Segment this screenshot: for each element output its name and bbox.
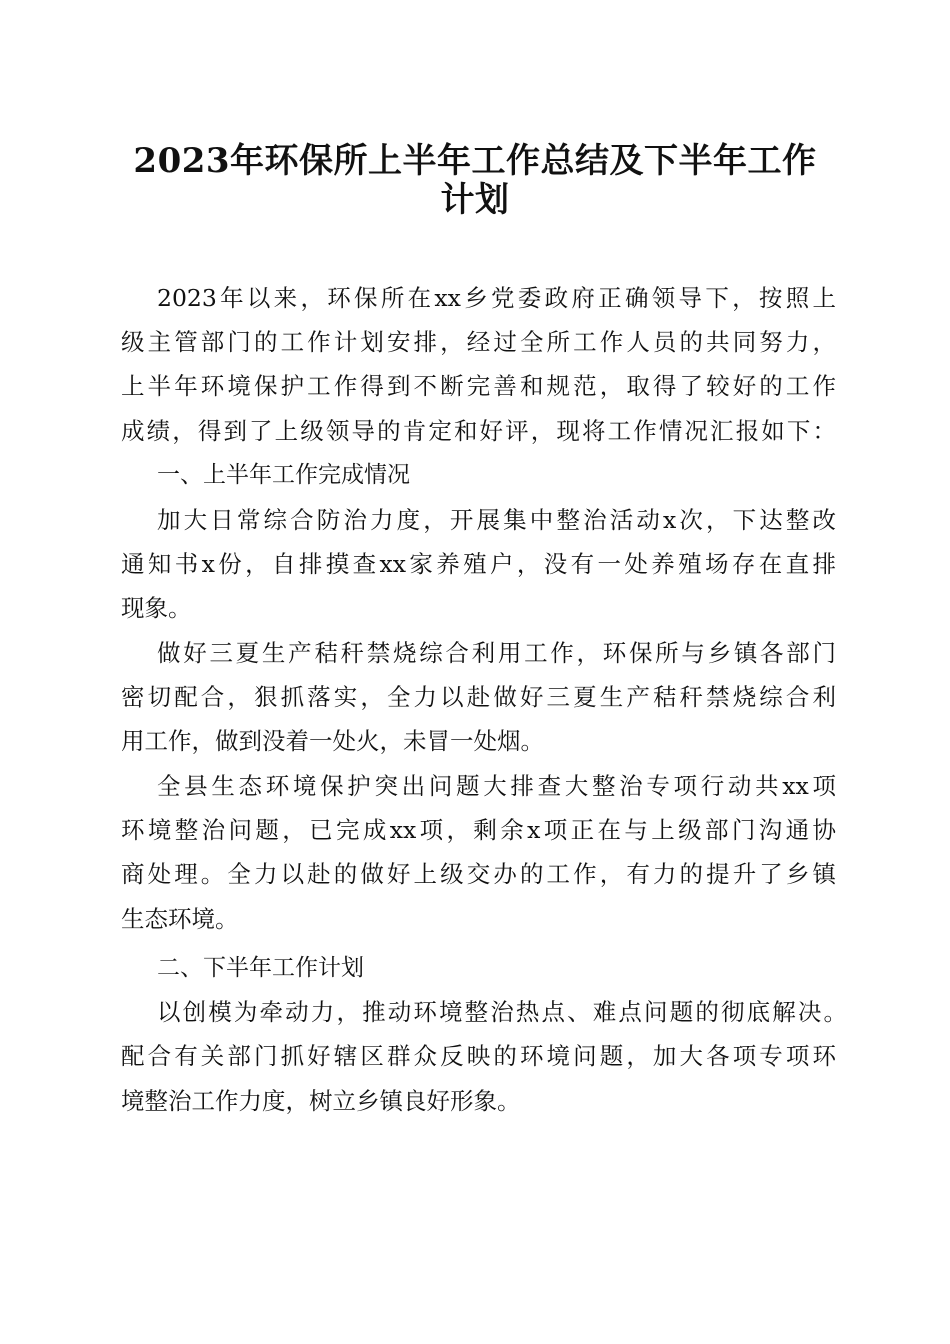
section-heading-2: 二、下半年工作计划 [157, 955, 364, 981]
intro-line: 上半年环境保护工作得到不断完善和规范，取得了较好的工作 [121, 372, 836, 400]
paragraph-line: 现象。 [121, 594, 192, 622]
paragraph-line: 生态环境。 [121, 905, 239, 933]
document-title-line-1: 2023年环保所上半年工作总结及下半年工作 [133, 141, 817, 181]
paragraph-line: 做好三夏生产秸秆禁烧综合利用工作，环保所与乡镇各部门 [157, 639, 836, 667]
paragraph-line: 用工作，做到没着一处火，未冒一处烟。 [121, 727, 544, 755]
paragraph-line: 加大日常综合防治力度，开展集中整治活动x次，下达整改 [157, 506, 836, 534]
paragraph-line: 环境整治问题，已完成xx项，剩余x项正在与上级部门沟通协 [121, 816, 836, 844]
intro-line: 级主管部门的工作计划安排，经过全所工作人员的共同努力， [121, 328, 836, 356]
paragraph-line: 商处理。全力以赴的做好上级交办的工作，有力的提升了乡镇 [121, 860, 836, 888]
paragraph-line: 配合有关部门抓好辖区群众反映的环境问题，加大各项专项环 [121, 1042, 836, 1070]
paragraph-line: 通知书x份，自排摸查xx家养殖户，没有一处养殖场存在直排 [121, 550, 836, 578]
paragraph-line: 密切配合，狠抓落实，全力以赴做好三夏生产秸秆禁烧综合利 [121, 683, 836, 711]
intro-line: 2023年以来，环保所在xx乡党委政府正确领导下，按照上 [157, 284, 836, 312]
document-title-line-2: 计划 [440, 180, 510, 220]
section-heading-1: 一、上半年工作完成情况 [157, 462, 410, 488]
paragraph-line: 以创模为牵动力，推动环境整治热点、难点问题的彻底解决。 [157, 998, 847, 1026]
paragraph-line: 境整治工作力度，树立乡镇良好形象。 [121, 1087, 521, 1115]
paragraph-line: 全县生态环境保护突出问题大排查大整治专项行动共xx项 [157, 772, 836, 800]
intro-line: 成绩，得到了上级领导的肯定和好评，现将工作情况汇报如下： [121, 417, 836, 445]
